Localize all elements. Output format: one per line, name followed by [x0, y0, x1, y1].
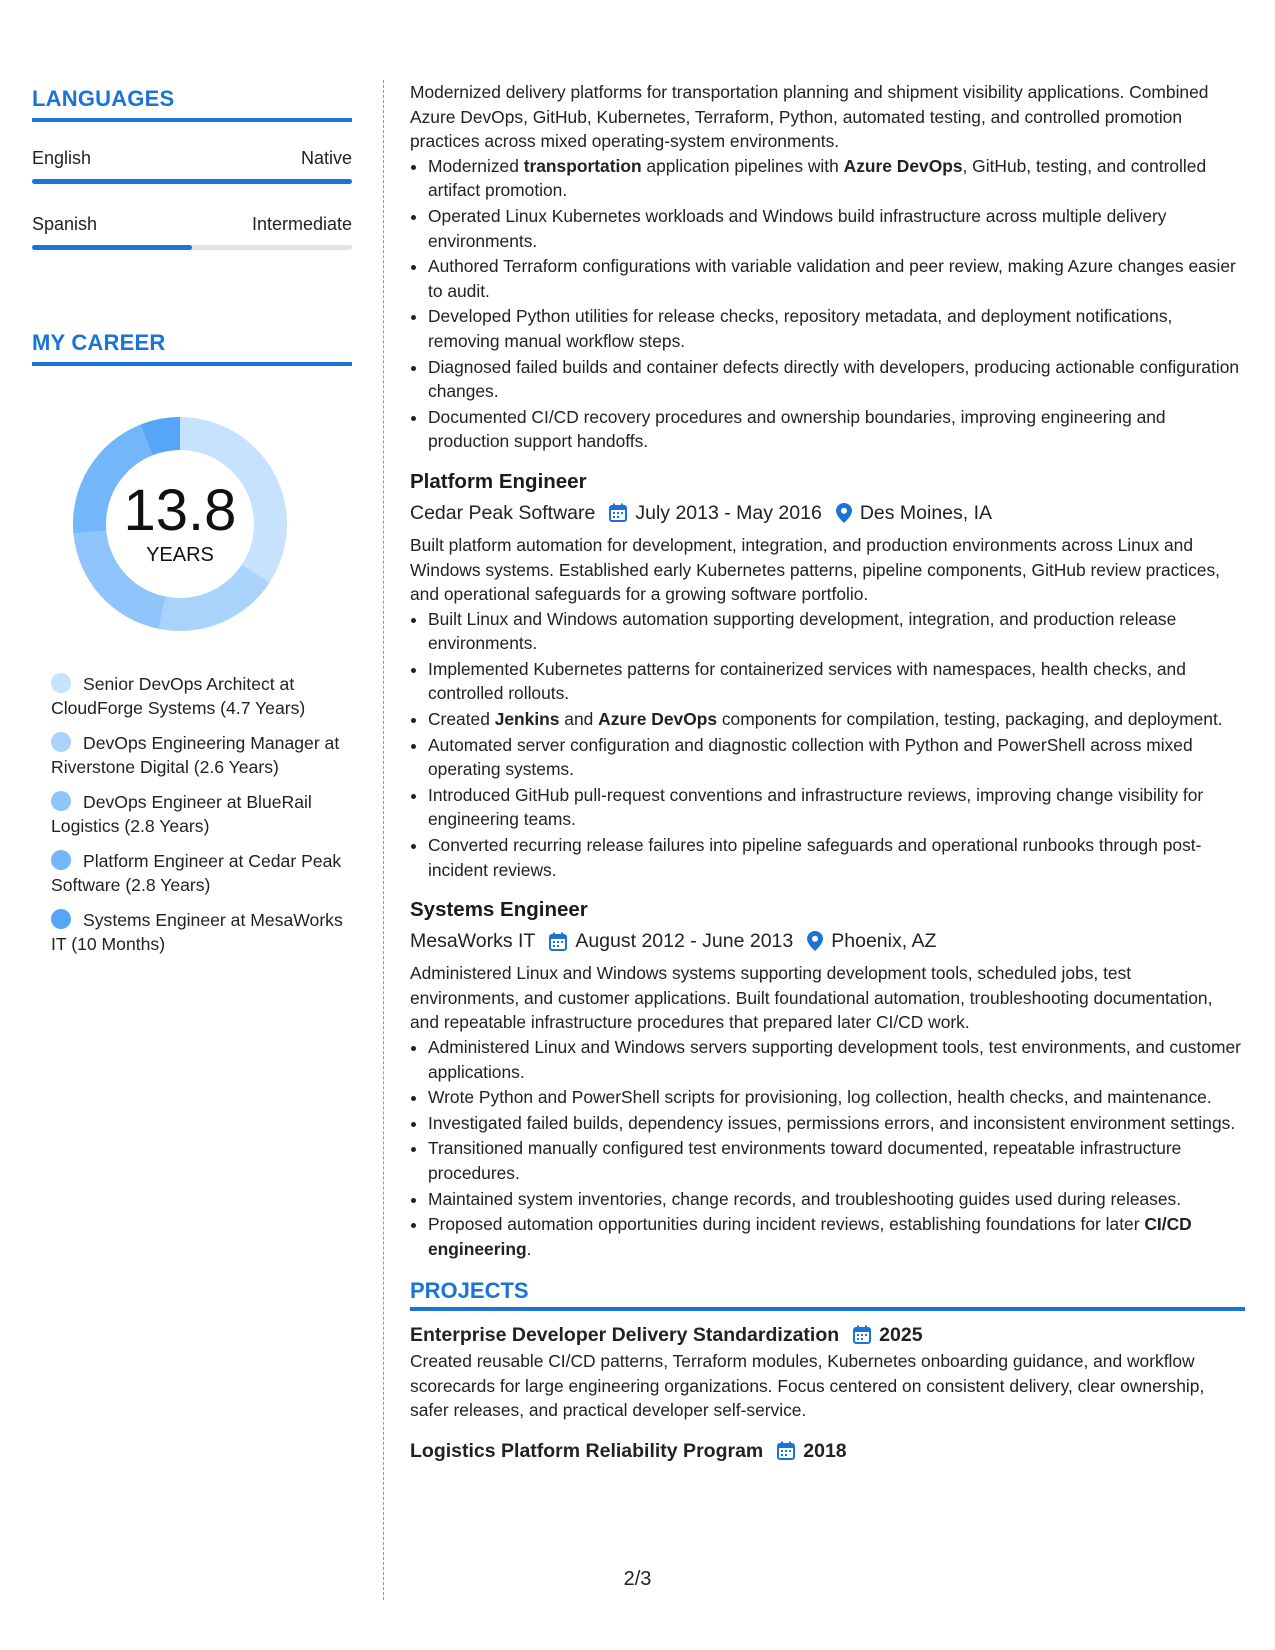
experience-entry-continued: [410, 80, 1245, 454]
legend-dot: [51, 850, 71, 870]
bullet-text: Proposed automation opportunities during incident reviews, establishing foundations for later: [428, 1214, 1145, 1235]
calendar-icon: [853, 1325, 871, 1344]
career-legend-item: [51, 908, 352, 956]
career-legend-item: [51, 731, 352, 779]
bullet-keyword: transportation: [523, 155, 642, 176]
language-proficiency-fill: [32, 245, 192, 250]
project-description: Created reusable CI/CD patterns, Terraform modules, Kubernetes onboarding guidance, and workflow scorecards for large engineering organizations. Focus centered on consistent delivery, clear ownership, safer releases, and practical developer self-service.: [410, 1350, 1205, 1421]
project-header: [410, 1437, 1245, 1465]
job-dates: July 2013 - May 2016: [635, 501, 822, 524]
job-meta: [410, 500, 1245, 526]
job-bullet: [428, 707, 1245, 732]
language-item: [32, 214, 352, 250]
job-bullet: • Administered Linux and Windows servers supporting development tools, test environments, and customer applications.: [428, 1035, 1245, 1084]
legend-dot: [51, 673, 71, 693]
job-summary: Modernized delivery platforms for transportation planning and shipment visibility applications. Combined Azure DevOps, GitHub, Kubernetes, Terraform, Python, automated testing, and controlled promotion practices across mixed operating-system environments.: [410, 82, 1209, 152]
job-location: Des Moines, IA: [859, 501, 993, 524]
column-divider: [383, 80, 384, 1600]
job-location: Phoenix, AZ: [831, 930, 937, 953]
legend-dot: [51, 791, 71, 811]
job-bullet: • Authored Terraform configurations with variable validation and peer review, making Azure changes easier to audit.: [428, 254, 1245, 303]
career-heading: MY CAREER: [32, 330, 352, 366]
bullet-keyword: Azure DevOps: [598, 709, 718, 730]
job-bullets: [410, 154, 1245, 454]
company-name: Cedar Peak Software: [410, 501, 596, 524]
job-bullet: • Automated server configuration and diagnostic collection with Python and PowerShell across mixed operating systems.: [428, 733, 1245, 782]
career-total-years: 13.8: [123, 477, 237, 543]
bullet-text: Created: [428, 709, 495, 730]
bullet-text: , GitHub, testing, and controlled artifact promotion.: [428, 155, 1207, 201]
project-header: [410, 1321, 1245, 1349]
job-title: Systems Engineer: [410, 898, 588, 922]
career-role-label: DevOps Engineer at BlueRail Logistics (2.8 Years): [51, 792, 312, 836]
career-legend-item: [51, 790, 352, 838]
career-donut-chart: [64, 408, 296, 640]
legend-dot: [51, 732, 71, 752]
job-bullet: • Converted recurring release failures into pipeline safeguards and operational runbooks through post-incident reviews.: [428, 833, 1245, 882]
page-number: 2/3: [623, 1568, 652, 1590]
experience-entry: [410, 468, 1245, 882]
language-item: [32, 148, 352, 184]
job-summary: Built platform automation for development, integration, and production environments across Linux and Windows systems. Established early Kubernetes patterns, pipeline components, GitHub review practices, and operational safeguards for a growing software portfolio.: [410, 534, 1221, 605]
project-title: Logistics Platform Reliability Program: [410, 1439, 764, 1462]
sidebar: [32, 86, 352, 967]
job-bullets: [410, 607, 1245, 883]
bullet-keyword: CI/CD engineering: [428, 1214, 1192, 1259]
career-role-label: DevOps Engineering Manager at Riverstone Digital (2.6 Years): [51, 733, 340, 777]
calendar-icon: [609, 503, 627, 522]
bullet-keyword: Jenkins: [494, 709, 560, 730]
career-role-label: Senior DevOps Architect at CloudForge Systems (4.7 Years): [51, 674, 306, 718]
bullet-text: and: [559, 709, 599, 730]
job-summary: Administered Linux and Windows systems supporting development tools, scheduled jobs, test environments, and customer applications. Built foundational automation, troubleshooting documentation, and repeatable infrastructure procedures that prepared later CI/CD work.: [410, 963, 1213, 1033]
language-proficiency-bar: [32, 245, 352, 250]
legend-dot: [51, 909, 71, 929]
job-meta: [410, 928, 1245, 954]
experience-entry: [410, 896, 1245, 1261]
career-role-label: Platform Engineer at Cedar Peak Software (2.8 Years): [51, 851, 342, 895]
job-bullet: • Built Linux and Windows automation supporting development, integration, and production release environments.: [428, 607, 1245, 656]
bullet-text: application pipelines with: [641, 155, 844, 176]
job-bullet: • Investigated failed builds, dependency issues, permissions errors, and inconsistent environment settings.: [428, 1111, 1245, 1136]
project-year: 2018: [803, 1439, 847, 1462]
job-bullet: • Documented CI/CD recovery procedures and ownership boundaries, improving engineering and production support handoffs.: [428, 405, 1245, 454]
project-entry: [410, 1437, 1245, 1465]
calendar-icon: [777, 1441, 795, 1460]
language-proficiency-fill: [32, 179, 352, 184]
bullet-text: .: [526, 1238, 532, 1259]
language-level: Intermediate: [251, 214, 352, 234]
career-legend-item: [51, 849, 352, 897]
languages-heading: LANGUAGES: [32, 86, 352, 122]
projects-heading: PROJECTS: [410, 1279, 1245, 1311]
language-proficiency-bar: [32, 179, 352, 184]
bullet-text: components for compilation, testing, packaging, and deployment.: [717, 709, 1223, 730]
job-bullet: • Implemented Kubernetes patterns for containerized services with namespaces, health checks, and controlled rollouts.: [428, 657, 1245, 706]
job-dates: August 2012 - June 2013: [575, 930, 794, 953]
job-bullets: [410, 1035, 1245, 1261]
job-bullet: • Diagnosed failed builds and container defects directly with developers, producing actionable configuration changes.: [428, 355, 1245, 404]
project-title: Enterprise Developer Delivery Standardization: [410, 1323, 840, 1346]
job-bullet: [428, 154, 1245, 203]
calendar-icon: [549, 932, 567, 951]
bullet-text: Modernized: [428, 155, 524, 176]
donut-center: [64, 408, 296, 640]
job-title: Platform Engineer: [410, 469, 587, 493]
main-column: [410, 80, 1245, 1465]
job-bullet: • Transitioned manually configured test environments toward documented, repeatable infrastructure procedures.: [428, 1136, 1245, 1185]
location-pin-icon: [836, 503, 852, 523]
language-name: Spanish: [32, 214, 98, 234]
job-bullet: • Introduced GitHub pull-request conventions and infrastructure reviews, improving change visibility for engineering teams.: [428, 783, 1245, 832]
job-bullet: • Wrote Python and PowerShell scripts for provisioning, log collection, health checks, and maintenance.: [428, 1085, 1245, 1110]
career-total-unit: YEARS: [146, 543, 214, 566]
company-name: MesaWorks IT: [410, 930, 536, 953]
language-level: Native: [300, 148, 352, 168]
job-bullet: [428, 1212, 1245, 1261]
project-entry: [410, 1321, 1245, 1423]
bullet-keyword: Azure DevOps: [843, 155, 963, 176]
project-year: 2025: [879, 1323, 923, 1346]
job-bullet: • Maintained system inventories, change records, and troubleshooting guides used during releases.: [428, 1187, 1245, 1212]
career-legend: [32, 672, 352, 956]
location-pin-icon: [807, 931, 823, 951]
job-bullet: • Developed Python utilities for release checks, repository metadata, and deployment notifications, removing manual workflow steps.: [428, 304, 1245, 353]
career-role-label: Systems Engineer at MesaWorks IT (10 Months): [51, 910, 343, 954]
language-name: English: [32, 148, 92, 168]
job-bullet: • Operated Linux Kubernetes workloads and Windows build infrastructure across multiple delivery environments.: [428, 204, 1245, 253]
career-legend-item: [51, 672, 352, 720]
